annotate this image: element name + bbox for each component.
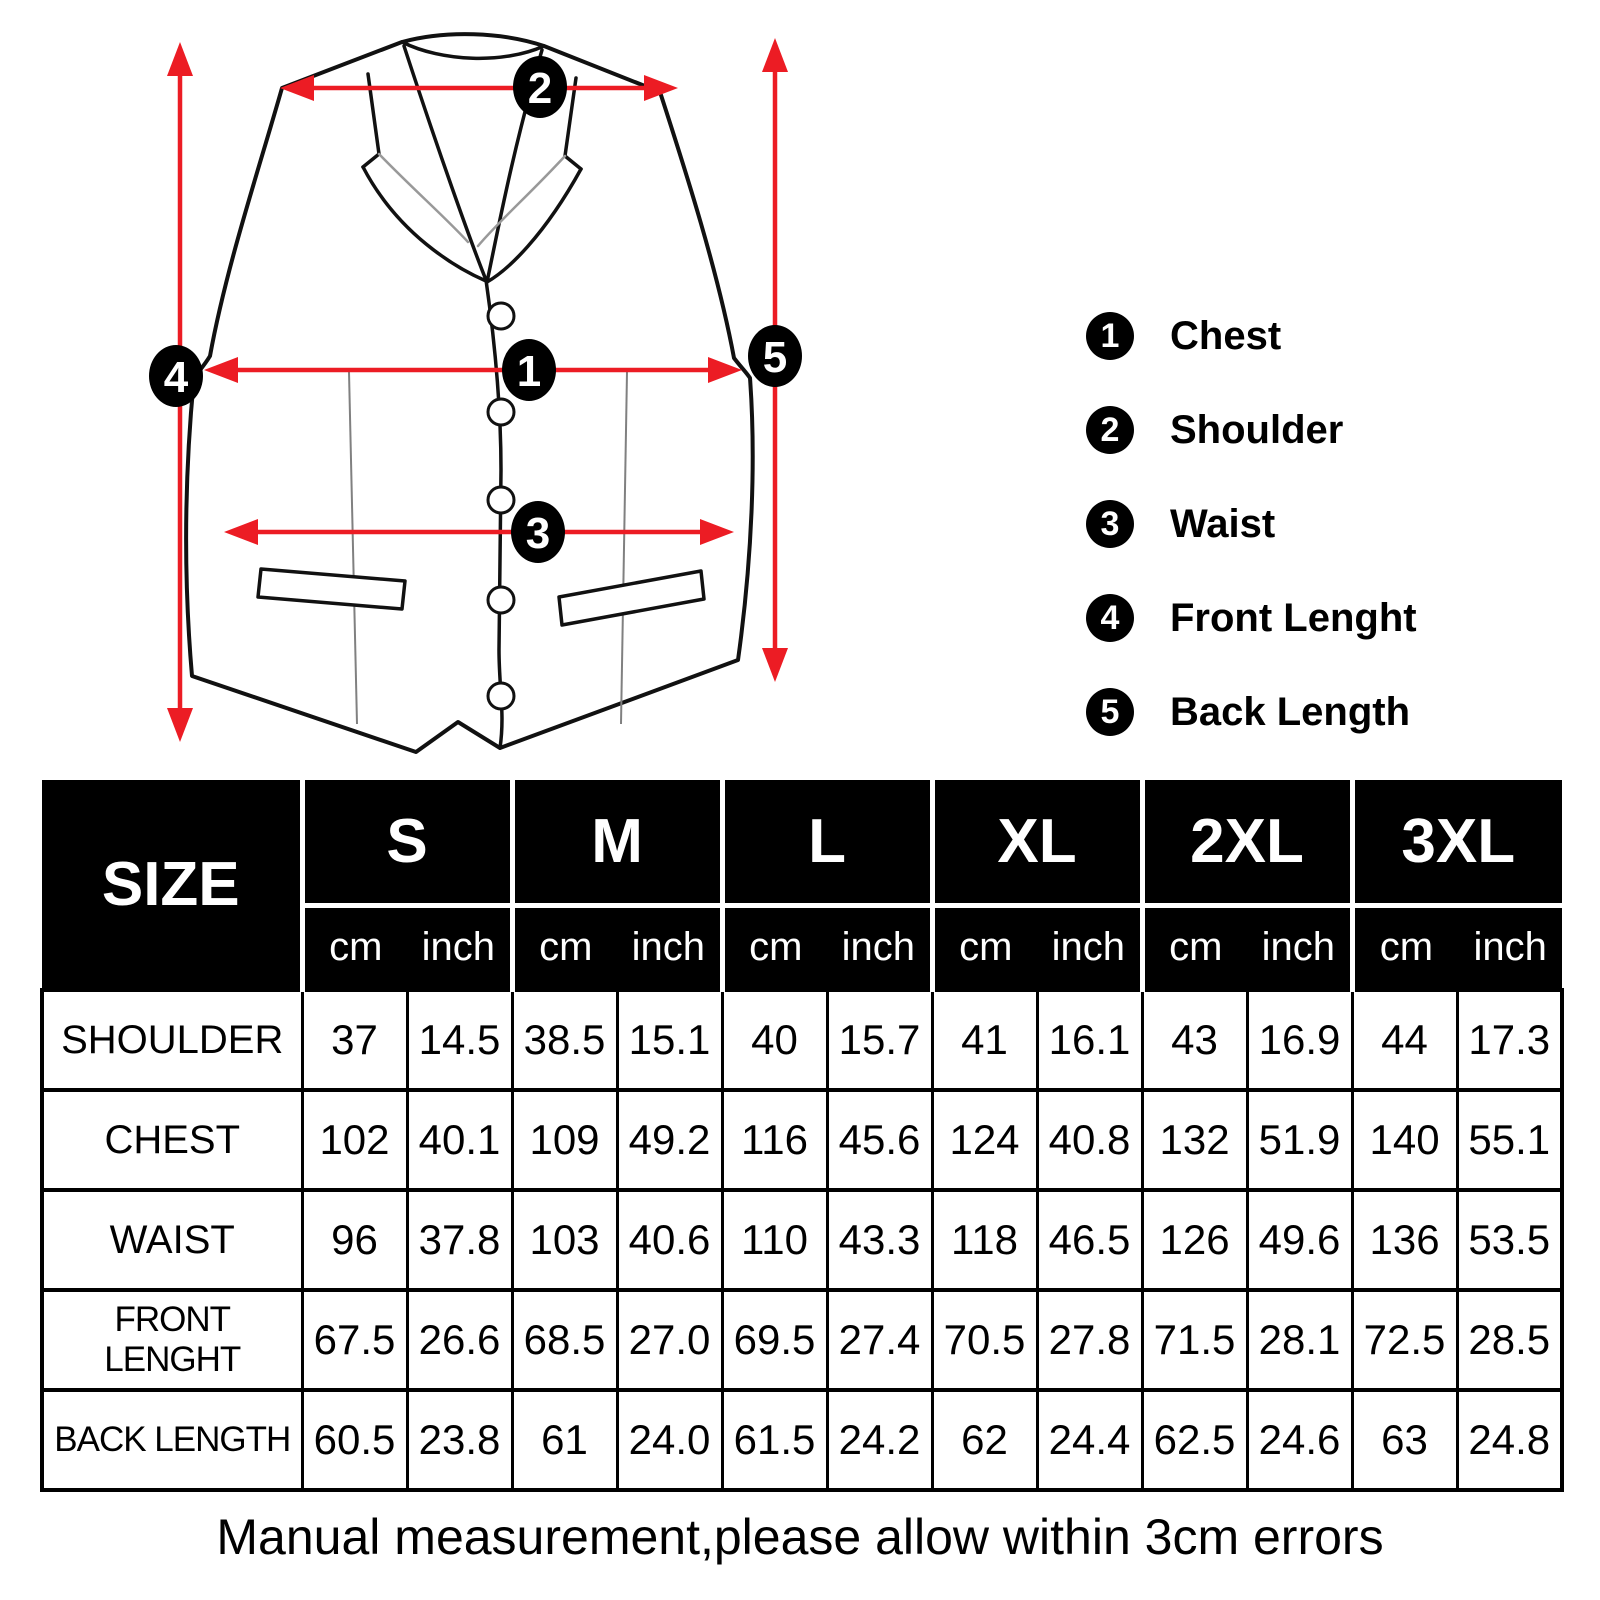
- legend-item-front-length: [1086, 594, 1417, 642]
- cell-value: 61: [512, 1390, 617, 1490]
- cell-value: 15.1: [617, 990, 722, 1090]
- cell-value: 16.9: [1247, 990, 1352, 1090]
- cell-value: 38.5: [512, 990, 617, 1090]
- legend-item-shoulder: [1086, 406, 1417, 454]
- cell-value: 37.8: [407, 1190, 512, 1290]
- unit-cm: cm: [749, 925, 803, 970]
- unit-cm: cm: [329, 925, 383, 970]
- cell-value: 68.5: [512, 1290, 617, 1390]
- button: [488, 399, 514, 425]
- table-row: [42, 1390, 1562, 1490]
- cell-value: 71.5: [1142, 1290, 1247, 1390]
- badge-number: 3: [525, 509, 551, 558]
- cell-value: 24.4: [1037, 1390, 1142, 1490]
- unit-header: [302, 905, 512, 990]
- cell-value: 26.6: [407, 1290, 512, 1390]
- unit-cm: cm: [1379, 925, 1434, 970]
- cell-value: 27.0: [617, 1290, 722, 1390]
- unit-cm: cm: [959, 925, 1013, 970]
- table-row: [42, 1090, 1562, 1190]
- badge-number: 4: [163, 353, 189, 402]
- unit-inch: inch: [1051, 925, 1125, 970]
- cell-value: 102: [302, 1090, 407, 1190]
- cell-value: 72.5: [1352, 1290, 1457, 1390]
- cell-value: 103: [512, 1190, 617, 1290]
- diagram-badge-waist: [511, 501, 565, 563]
- cell-value: 17.3: [1457, 990, 1562, 1090]
- cell-value: 28.1: [1247, 1290, 1352, 1390]
- size-header-xl: XL: [932, 780, 1142, 905]
- badge-number: 2: [527, 64, 553, 113]
- unit-inch: inch: [421, 925, 495, 970]
- legend-badge: 5: [1086, 688, 1134, 736]
- cell-value: 62: [932, 1390, 1037, 1490]
- cell-value: 69.5: [722, 1290, 827, 1390]
- row-label: WAIST: [42, 1190, 302, 1290]
- button: [488, 487, 514, 513]
- cell-value: 37: [302, 990, 407, 1090]
- size-table-header: [42, 780, 1562, 990]
- cell-value: 46.5: [1037, 1190, 1142, 1290]
- cell-value: 109: [512, 1090, 617, 1190]
- unit-cm: cm: [539, 925, 593, 970]
- vest-drawing: [186, 34, 753, 752]
- cell-value: 27.4: [827, 1290, 932, 1390]
- cell-value: 23.8: [407, 1390, 512, 1490]
- cell-value: 49.2: [617, 1090, 722, 1190]
- legend-item-waist: [1086, 500, 1417, 548]
- cell-value: 44: [1352, 990, 1457, 1090]
- unit-inch: inch: [631, 925, 705, 970]
- legend-badge: 4: [1086, 594, 1134, 642]
- size-header-2xl: 2XL: [1142, 780, 1352, 905]
- unit-header: [932, 905, 1142, 990]
- size-table: [40, 780, 1564, 1492]
- cell-value: 118: [932, 1190, 1037, 1290]
- legend-label: Waist: [1170, 501, 1276, 546]
- cell-value: 132: [1142, 1090, 1247, 1190]
- badge-number: 1: [516, 347, 542, 396]
- diagram-badge-back-length: [748, 325, 802, 387]
- legend-item-chest: [1086, 312, 1417, 360]
- cell-value: 45.6: [827, 1090, 932, 1190]
- diagram-badge-shoulder: [513, 56, 567, 118]
- cell-value: 28.5: [1457, 1290, 1562, 1390]
- cell-value: 62.5: [1142, 1390, 1247, 1490]
- cell-value: 126: [1142, 1190, 1247, 1290]
- size-table-body: [42, 990, 1562, 1490]
- unit-inch: inch: [1473, 925, 1547, 970]
- cell-value: 16.1: [1037, 990, 1142, 1090]
- legend-item-back-length: [1086, 688, 1417, 736]
- cell-value: 51.9: [1247, 1090, 1352, 1190]
- cell-value: 70.5: [932, 1290, 1037, 1390]
- size-header-3xl: 3XL: [1352, 780, 1562, 905]
- cell-value: 15.7: [827, 990, 932, 1090]
- footer-note: Manual measurement,please allow within 3cm errors: [216, 1509, 1384, 1565]
- cell-value: 110: [722, 1190, 827, 1290]
- cell-value: 24.8: [1457, 1390, 1562, 1490]
- cell-value: 40.1: [407, 1090, 512, 1190]
- table-row: [42, 990, 1562, 1090]
- unit-cm: cm: [1169, 925, 1223, 970]
- size-corner-header: SIZE: [42, 780, 302, 990]
- cell-value: 124: [932, 1090, 1037, 1190]
- cell-value: 40.6: [617, 1190, 722, 1290]
- cell-value: 140: [1352, 1090, 1457, 1190]
- size-header-s: S: [302, 780, 512, 905]
- unit-inch: inch: [841, 925, 915, 970]
- vest-measurement-diagram: [130, 20, 830, 770]
- cell-value: 55.1: [1457, 1090, 1562, 1190]
- table-row: [42, 1290, 1562, 1390]
- button: [488, 587, 514, 613]
- cell-value: 49.6: [1247, 1190, 1352, 1290]
- diagram-badge-chest: [502, 339, 556, 401]
- cell-value: 24.6: [1247, 1390, 1352, 1490]
- cell-value: 136: [1352, 1190, 1457, 1290]
- cell-value: 43: [1142, 990, 1247, 1090]
- measurement-legend: [1086, 312, 1417, 782]
- cell-value: 24.2: [827, 1390, 932, 1490]
- diagram-badge-front-length: [149, 345, 203, 407]
- cell-value: 116: [722, 1090, 827, 1190]
- cell-value: 14.5: [407, 990, 512, 1090]
- unit-inch: inch: [1261, 925, 1335, 970]
- unit-header: [512, 905, 722, 990]
- row-label: CHEST: [42, 1090, 302, 1190]
- row-label: FRONT LENGHT: [42, 1290, 302, 1390]
- cell-value: 61.5: [722, 1390, 827, 1490]
- legend-badge: 2: [1086, 406, 1134, 454]
- table-row: [42, 1190, 1562, 1290]
- legend-label: Front Lenght: [1170, 595, 1417, 640]
- cell-value: 27.8: [1037, 1290, 1142, 1390]
- cell-value: 67.5: [302, 1290, 407, 1390]
- legend-label: Shoulder: [1170, 407, 1344, 452]
- cell-value: 43.3: [827, 1190, 932, 1290]
- legend-label: Back Length: [1170, 689, 1411, 734]
- size-header-l: L: [722, 780, 932, 905]
- row-label: SHOULDER: [42, 990, 302, 1090]
- vest-outline: [186, 34, 753, 752]
- cell-value: 41: [932, 990, 1037, 1090]
- row-label: BACK LENGTH: [42, 1390, 302, 1490]
- cell-value: 24.0: [617, 1390, 722, 1490]
- cell-value: 53.5: [1457, 1190, 1562, 1290]
- legend-badge: 1: [1086, 312, 1134, 360]
- button: [488, 683, 514, 709]
- unit-header: [1142, 905, 1352, 990]
- unit-header: [1352, 905, 1562, 990]
- button: [488, 303, 514, 329]
- size-header-m: M: [512, 780, 722, 905]
- cell-value: 96: [302, 1190, 407, 1290]
- unit-header: [722, 905, 932, 990]
- badge-number: 5: [762, 333, 788, 382]
- cell-value: 40: [722, 990, 827, 1090]
- cell-value: 60.5: [302, 1390, 407, 1490]
- cell-value: 40.8: [1037, 1090, 1142, 1190]
- legend-label: Chest: [1170, 313, 1282, 358]
- cell-value: 63: [1352, 1390, 1457, 1490]
- legend-badge: 3: [1086, 500, 1134, 548]
